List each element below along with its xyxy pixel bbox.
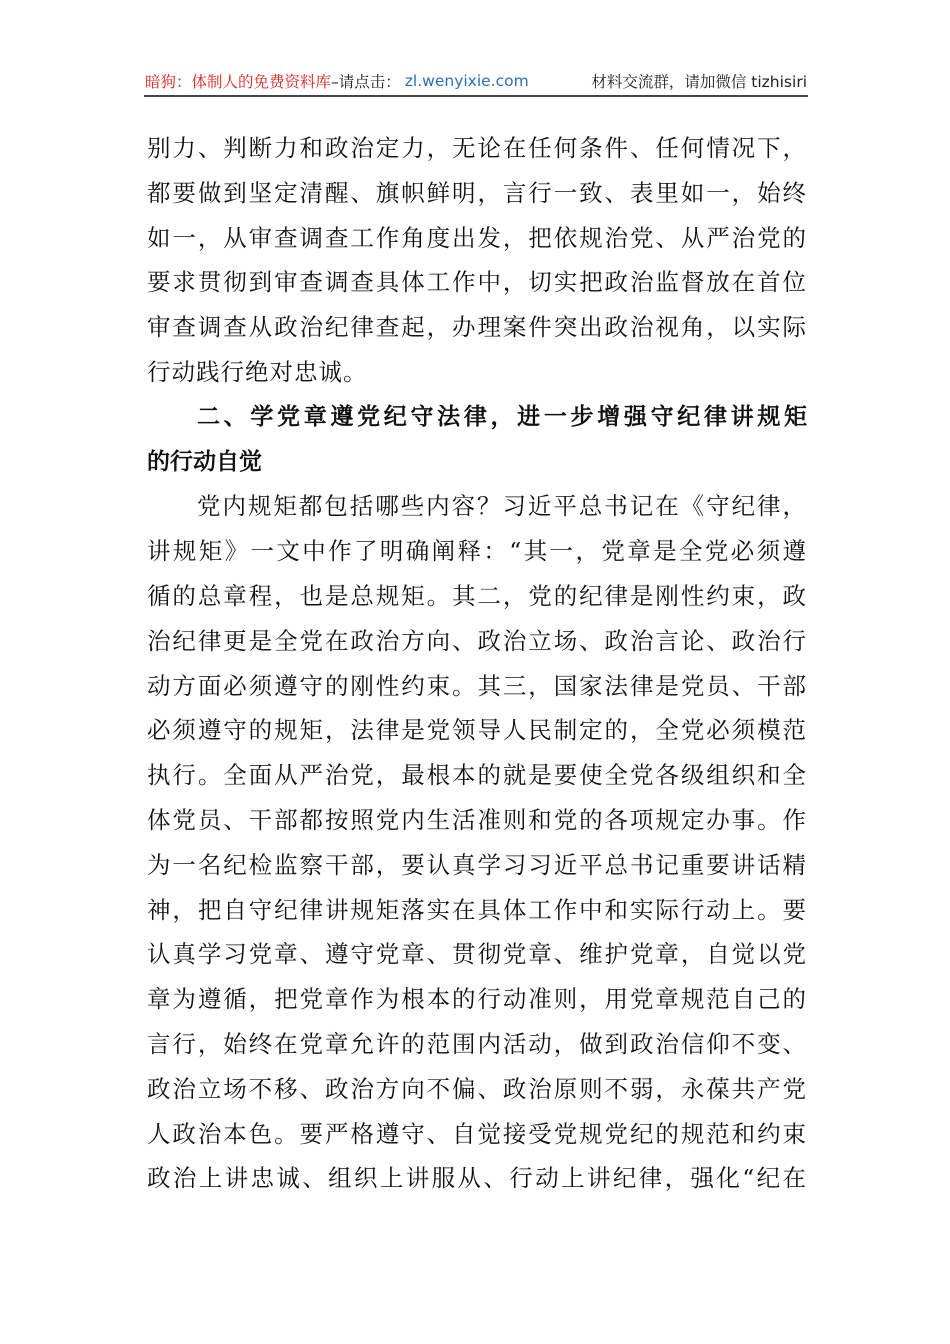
text-line: 动方面必须遵守的刚性约束。其三，国家法律是党员、干部 [147, 671, 807, 700]
site-name: 暗狗：体制人的免费资料库 [145, 73, 332, 91]
text-line: 人政治本色。要严格遵守、自觉接受党规党纪的规范和约束 [147, 1119, 807, 1148]
text-line: 体党员、干部都按照党内生活准则和党的各项规定办事。作 [147, 805, 807, 834]
text-line: 行动践行绝对忠诚。 [147, 357, 368, 386]
text-line: 党内规矩都包括哪些内容？习近平总书记在《守纪律， [197, 492, 807, 521]
text-line: 审查调查从政治纪律查起，办理案件突出政治视角，以实际 [147, 313, 807, 342]
page-header-banner [145, 68, 807, 94]
text-line: 讲规矩》一文中作了明确阐释：“其一，党章是全党必须遵 [147, 537, 807, 566]
text-line: 循的总章程，也是总规矩。其二，党的纪律是刚性约束，政 [147, 581, 807, 610]
section-heading-cont: 的行动自觉 [147, 448, 262, 475]
text-line: 政治上讲忠诚、组织上讲服从、行动上讲纪律，强化“纪在 [147, 1164, 807, 1193]
text-line: 都要做到坚定清醒、旗帜鲜明，言行一致、表里如一，始终 [147, 178, 807, 207]
text-line: 认真学习党章、遵守党章、贯彻党章、维护党章，自觉以党 [147, 940, 807, 969]
click-prompt: –请点击： [331, 73, 401, 91]
document-body [147, 126, 807, 1201]
text-line: 为一名纪检监察干部，要认真学习习近平总书记重要讲话精 [147, 850, 807, 879]
text-line: 要求贯彻到审查调查具体工作中，切实把政治监督放在首位 [147, 268, 807, 297]
wechat-contact: 材料交流群，请加微信 tizhisiri [591, 73, 807, 91]
text-line: 章为遵循，把党章作为根本的行动准则，用党章规范自己的 [147, 985, 807, 1014]
text-line: 执行。全面从严治党，最根本的就是要使全党各级组织和全 [147, 761, 807, 790]
text-line: 别力、判断力和政治定力，无论在任何条件、任何情况下， [147, 134, 807, 162]
site-url-link[interactable]: zl.wenyixie.com [404, 72, 529, 90]
text-line: 言行，始终在党章允许的范围内活动，做到政治信仰不变、 [147, 1029, 807, 1058]
text-line: 政治立场不移、政治方向不偏、政治原则不弱，永葆共产党 [147, 1074, 807, 1103]
text-line: 治纪律更是全党在政治方向、政治立场、政治言论、政治行 [147, 626, 807, 655]
text-line: 必须遵守的规矩，法律是党领导人民制定的，全党必须模范 [147, 716, 807, 745]
header-divider [144, 95, 808, 97]
text-line: 如一，从审查调查工作角度出发，把依规治党、从严治党的 [147, 223, 807, 252]
text-line: 神，把自守纪律讲规矩落实在具体工作中和实际行动上。要 [147, 895, 807, 924]
section-heading: 二、学党章遵党纪守法律，进一步增强守纪律讲规矩 [197, 403, 807, 430]
